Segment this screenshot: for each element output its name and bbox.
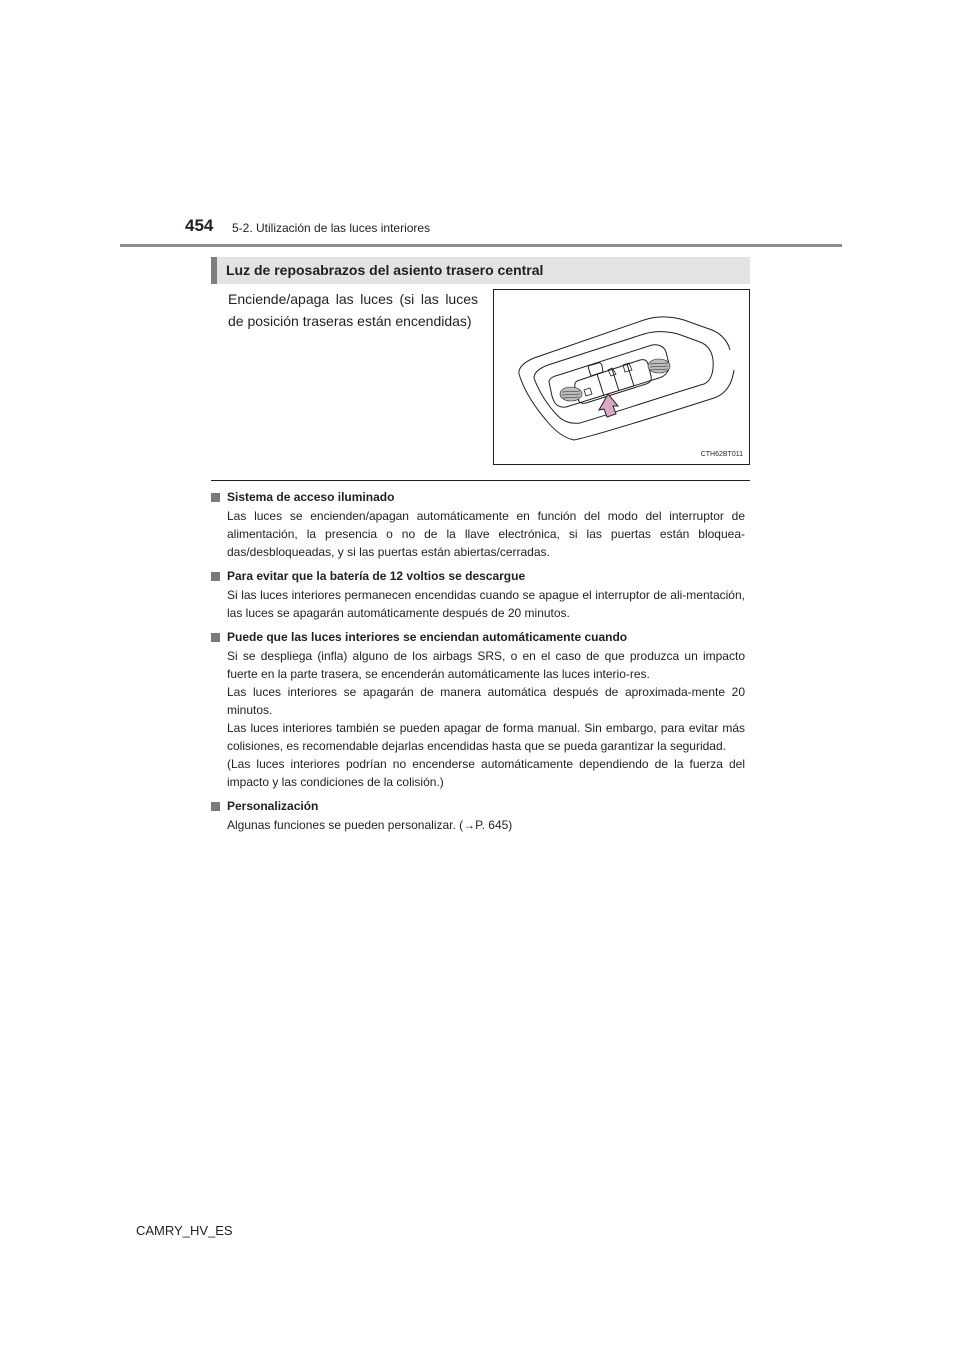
section-header-bar (211, 257, 217, 284)
square-bullet-icon (211, 493, 220, 502)
note-customization (211, 797, 745, 834)
square-bullet-icon (211, 633, 220, 642)
note-body: Algunas funciones se pueden personalizar. (→P. 645) (227, 818, 513, 832)
note-title: Sistema de acceso iluminado (211, 488, 745, 507)
header-rule (120, 244, 842, 247)
section-header (211, 257, 750, 284)
section-rule (211, 480, 750, 481)
section-title: Luz de reposabrazos del asiento trasero central (226, 262, 544, 278)
press-arrow-icon (599, 394, 618, 417)
note-illuminated-entry (211, 488, 745, 561)
armrest-switch-panel-drawing (494, 290, 750, 465)
note-body: Si las luces interiores permanecen encendidas cuando se apague el interruptor de ali-mentación, las luces se apagarán automáticamente después de 20 minutos. (227, 588, 745, 620)
square-bullet-icon (211, 802, 220, 811)
note-body: Si se despliega (infla) alguno de los airbags SRS, o en el caso de que produzca un impacto fuerte en la parte trasera, se encenderán automáticamente las luces interio-res. Las luces interiores se apagarán de manera automática después de aproximada-mente 20 minutos. Las luces interiores también se pueden apagar de forma manual. Sin embargo, para evitar más colisiones, es recomendable dejarlas encendidas hasta que se pueda garantizar la seguridad. (Las luces interiores podrían no encenderse automáticamente dependiendo de la fuerza del impacto y las condiciones de la colisión.) (227, 649, 745, 789)
notes-list (211, 488, 745, 840)
note-body: Las luces se encienden/apagan automáticamente en función del modo del interruptor de alimentación, la presencia o no de la llave electrónica, si las puertas están bloquea-das/desbloqueadas, y si las puertas están abiertas/cerradas. (227, 509, 745, 559)
footer-model-id: CAMRY_HV_ES (136, 1223, 233, 1238)
chapter-title: 5-2. Utilización de las luces interiores (232, 221, 431, 235)
intro-text: Enciende/apaga las luces (si las luces de posición traseras están encendidas) (228, 291, 478, 329)
square-bullet-icon (211, 572, 220, 581)
note-title: Para evitar que la batería de 12 voltios se descargue (211, 567, 745, 586)
note-automatic-on (211, 628, 745, 791)
page-number: 454 (185, 216, 214, 235)
armrest-light-illustration (493, 289, 750, 465)
figure-code: CTH62BT011 (700, 451, 743, 458)
note-title: Puede que las luces interiores se enciendan automáticamente cuando (211, 628, 745, 647)
note-battery-saver (211, 567, 745, 622)
note-title: Personalización (211, 797, 745, 816)
